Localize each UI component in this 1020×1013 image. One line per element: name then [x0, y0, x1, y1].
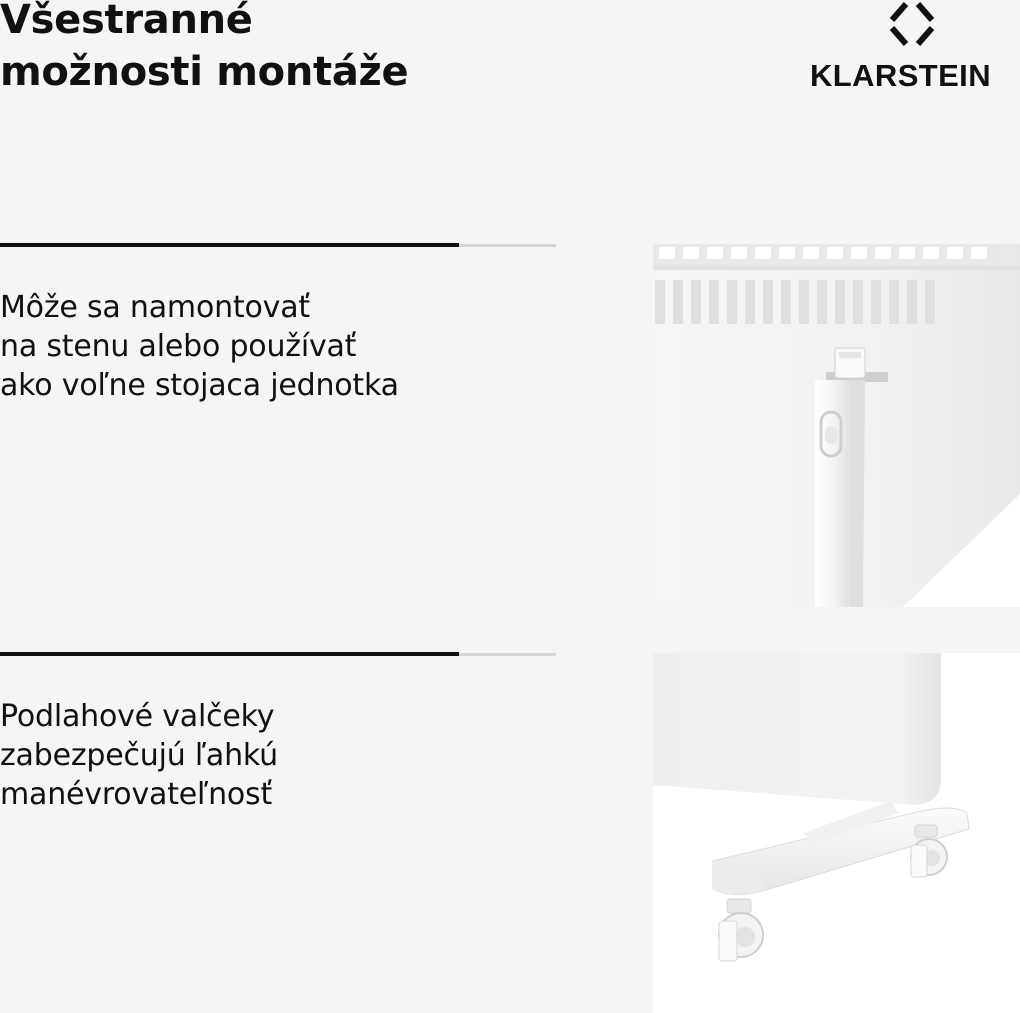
floor-stand-wheels-photo: [653, 653, 1020, 1013]
feature-1-line-2: na stenu alebo používať: [0, 329, 357, 364]
page-title-line-1: Všestranné: [0, 0, 253, 43]
feature-1-line-3: ako voľne stojaca jednotka: [0, 368, 399, 403]
wall-mount-bracket-photo: [653, 244, 1020, 607]
page-title: [0, 0, 408, 98]
divider-light-segment: [459, 244, 556, 247]
feature-text-wall-mount: [0, 288, 399, 405]
feature-text-floor-wheels: [0, 697, 278, 814]
section-divider-1: [0, 243, 556, 247]
page-title-line-2: možnosti montáže: [0, 49, 409, 95]
divider-dark-segment: [0, 652, 459, 656]
section-divider-2: [0, 652, 556, 656]
brand-name: KLARSTEIN: [810, 58, 991, 93]
feature-2-line-3: manévrovateľnosť: [0, 777, 273, 812]
divider-light-segment: [459, 653, 556, 656]
klarstein-diamond-logo-icon: [886, 0, 938, 46]
divider-dark-segment: [0, 243, 459, 247]
feature-2-line-1: Podlahové valčeky: [0, 699, 275, 734]
feature-2-line-2: zabezpečujú ľahkú: [0, 738, 278, 773]
feature-1-line-1: Môže sa namontovať: [0, 290, 310, 325]
